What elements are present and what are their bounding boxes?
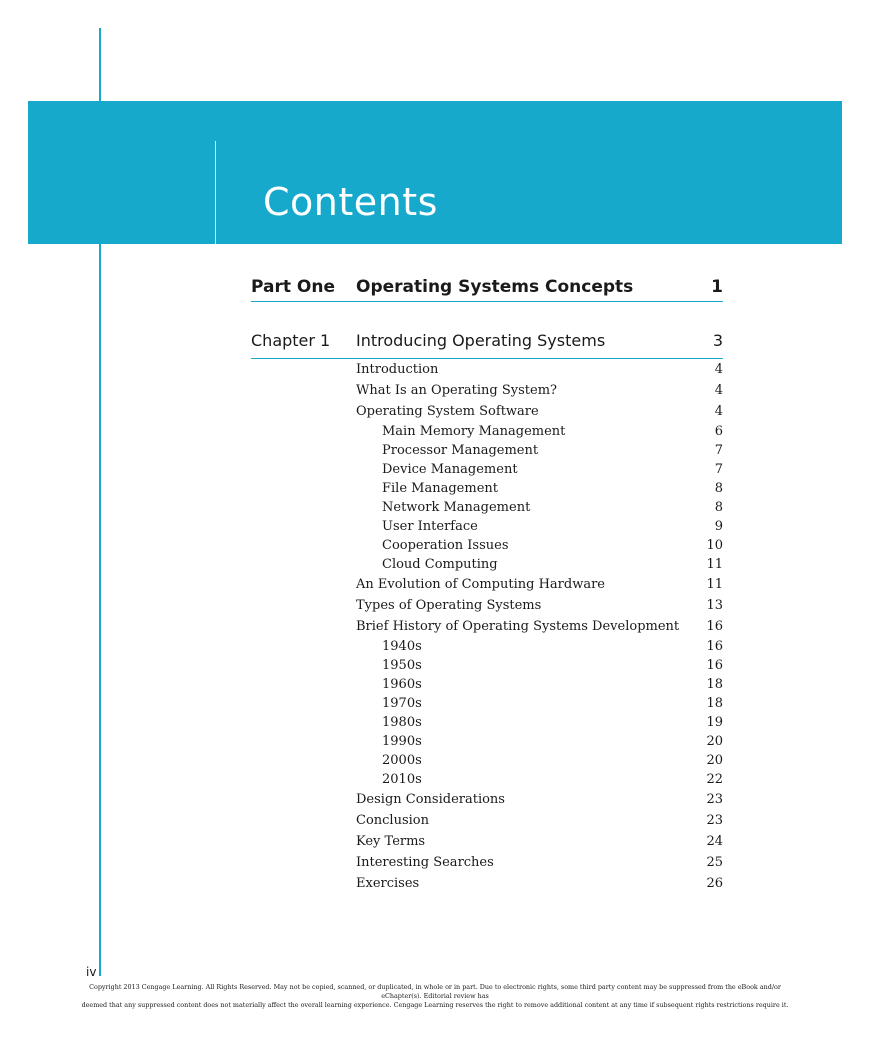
toc-subentry[interactable] — [356, 675, 723, 694]
entry-title: Interesting Searches — [356, 855, 494, 870]
entry-page-number: 16 — [706, 639, 723, 654]
entry-page-number: 13 — [706, 598, 723, 613]
entry-title: Brief History of Operating Systems Development — [356, 619, 680, 634]
toc-entry[interactable] — [356, 380, 723, 401]
entry-title: Main Memory Management — [382, 424, 566, 439]
entry-title: Types of Operating Systems — [356, 598, 542, 613]
chapter-title: Introducing Operating Systems — [356, 331, 606, 350]
entry-page-number: 26 — [706, 876, 723, 891]
entry-page-number: 4 — [714, 383, 723, 398]
copyright-line-2: deemed that any suppressed content does not materially affect the overall learning experience. Cengage Learning reserves the right to remove additional content at any time if subsequent rights restrictions require it. — [81, 1001, 789, 1009]
entry-title: Network Management — [382, 500, 531, 515]
entry-title: Exercises — [356, 876, 420, 891]
toc-entry[interactable] — [356, 595, 723, 616]
toc-subentry[interactable] — [356, 536, 723, 555]
toc-subentry[interactable] — [356, 656, 723, 675]
entry-title: Key Terms — [356, 834, 426, 849]
toc-subentry[interactable] — [356, 770, 723, 789]
entry-page-number: 9 — [714, 519, 723, 534]
entry-title: Design Considerations — [356, 792, 505, 807]
chapter-page-number: 3 — [712, 331, 723, 350]
toc-subentry[interactable] — [356, 517, 723, 536]
part-heading[interactable] — [251, 277, 723, 302]
entry-title: Operating System Software — [356, 404, 539, 419]
part-label: Part One — [251, 277, 335, 297]
entry-page-number: 22 — [706, 772, 723, 787]
toc-entry[interactable] — [356, 359, 723, 380]
entry-title: Cooperation Issues — [382, 538, 509, 553]
toc-entry[interactable] — [356, 831, 723, 852]
toc-subentry[interactable] — [356, 637, 723, 656]
entry-title: 1980s — [382, 715, 422, 730]
page-title: Contents — [263, 180, 438, 224]
entry-title: What Is an Operating System? — [356, 383, 558, 398]
entry-page-number: 18 — [706, 677, 723, 692]
toc-subentry[interactable] — [356, 732, 723, 751]
entry-page-number: 24 — [706, 834, 723, 849]
toc-subentry[interactable] — [356, 751, 723, 770]
entry-page-number: 8 — [714, 500, 723, 515]
entry-page-number: 20 — [706, 753, 723, 768]
entry-page-number: 18 — [706, 696, 723, 711]
part-title: Operating Systems Concepts — [356, 277, 634, 297]
entry-title: Introduction — [356, 362, 439, 377]
entry-title: 1960s — [382, 677, 422, 692]
entry-title: 1940s — [382, 639, 422, 654]
chapter-label: Chapter 1 — [251, 331, 331, 350]
entry-page-number: 23 — [706, 813, 723, 828]
toc-subentry[interactable] — [356, 479, 723, 498]
entry-title: File Management — [382, 481, 498, 496]
toc-entry[interactable] — [356, 574, 723, 595]
banner-divider — [215, 141, 216, 244]
toc-entry[interactable] — [356, 616, 723, 637]
entry-page-number: 4 — [714, 362, 723, 377]
entry-page-number: 6 — [714, 424, 723, 439]
entry-page-number: 7 — [714, 462, 723, 477]
entry-page-number: 23 — [706, 792, 723, 807]
toc-subentry[interactable] — [356, 422, 723, 441]
toc-entry[interactable] — [356, 810, 723, 831]
entry-title: Conclusion — [356, 813, 429, 828]
chapter-heading[interactable] — [251, 330, 723, 359]
entry-title: Device Management — [382, 462, 518, 477]
entry-page-number: 25 — [706, 855, 723, 870]
copyright-line-1: Copyright 2013 Cengage Learning. All Rights Reserved. May not be copied, scanned, or duplicated, in whole or in part. Due to electronic rights, some third party content may be suppressed from the eBook and/or eChapter(s). Editorial review has — [89, 983, 781, 1000]
entry-title: 1950s — [382, 658, 422, 673]
toc-subentry[interactable] — [356, 694, 723, 713]
entry-page-number: 7 — [714, 443, 723, 458]
toc-entry[interactable] — [356, 789, 723, 810]
toc-subentry[interactable] — [356, 713, 723, 732]
entry-page-number: 20 — [706, 734, 723, 749]
toc-subentry[interactable] — [356, 498, 723, 517]
entry-page-number: 16 — [706, 619, 723, 634]
entry-title: 2000s — [382, 753, 422, 768]
entry-title: User Interface — [382, 519, 478, 534]
entry-page-number: 11 — [706, 557, 723, 572]
entry-title: 1990s — [382, 734, 422, 749]
entry-page-number: 4 — [714, 404, 723, 419]
toc-subentry[interactable] — [356, 460, 723, 479]
entry-page-number: 11 — [706, 577, 723, 592]
toc-entry[interactable] — [356, 873, 723, 894]
part-page-number: 1 — [711, 277, 723, 297]
entry-title: 1970s — [382, 696, 422, 711]
entry-page-number: 19 — [706, 715, 723, 730]
entry-title: 2010s — [382, 772, 422, 787]
entry-page-number: 10 — [706, 538, 723, 553]
entry-title: Processor Management — [382, 443, 539, 458]
entry-title: Cloud Computing — [382, 557, 498, 572]
toc-subentry[interactable] — [356, 555, 723, 574]
page-number: iv — [86, 965, 97, 979]
entry-page-number: 16 — [706, 658, 723, 673]
toc-entry[interactable] — [356, 401, 723, 422]
toc-entries — [356, 359, 723, 894]
toc-entry[interactable] — [356, 852, 723, 873]
entry-title: An Evolution of Computing Hardware — [356, 577, 605, 592]
toc-subentry[interactable] — [356, 441, 723, 460]
entry-page-number: 8 — [714, 481, 723, 496]
copyright-notice — [70, 983, 800, 1010]
